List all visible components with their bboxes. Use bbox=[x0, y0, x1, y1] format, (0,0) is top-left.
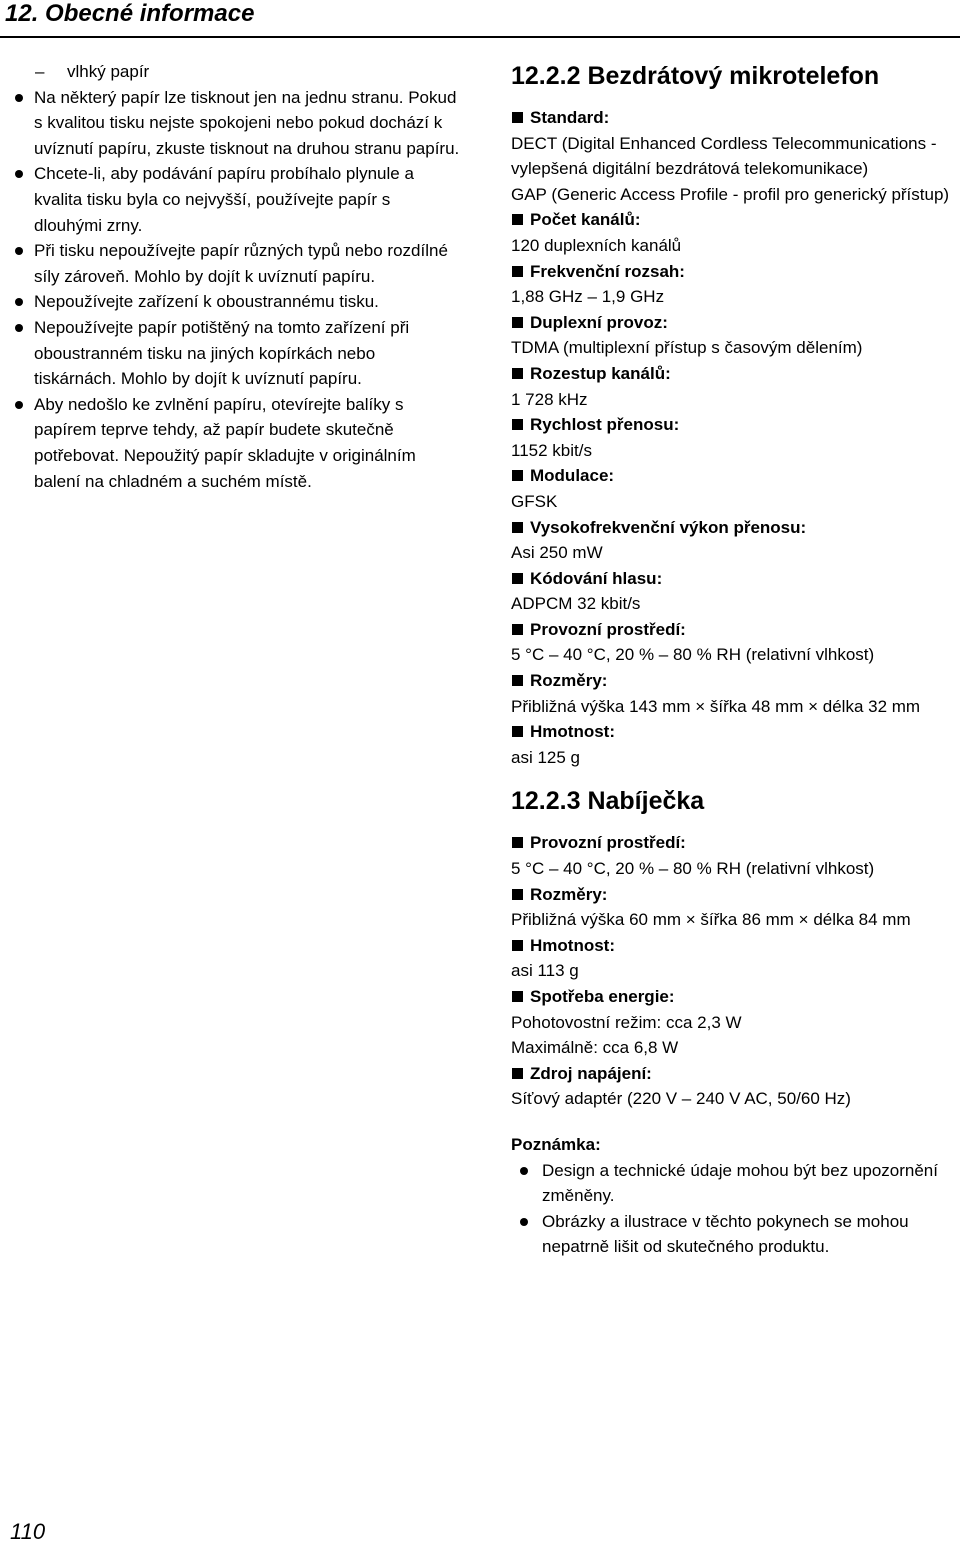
spec-label-text: Vysokofrekvenční výkon přenosu: bbox=[530, 517, 807, 537]
chapter-title: 12. Obecné informace bbox=[5, 0, 255, 27]
spec-label-text: Kódování hlasu: bbox=[530, 568, 663, 588]
square-bullet-icon bbox=[512, 675, 523, 686]
bullet-icon bbox=[520, 1218, 528, 1226]
spec-value: Maximálně: cca 6,8 W bbox=[511, 1038, 679, 1058]
bullet-list-item bbox=[14, 392, 462, 494]
note-list-item bbox=[511, 1209, 960, 1260]
spec-value: Přibližná výška 60 mm × šířka 86 mm × délka 84 mm bbox=[511, 910, 911, 930]
handset-section-title: 12.2.2 Bezdrátový mikrotelefon bbox=[511, 62, 880, 90]
bullet-icon bbox=[15, 94, 23, 102]
spec-label bbox=[511, 933, 960, 959]
dash-item-text: vlhký papír bbox=[67, 62, 150, 81]
square-bullet-icon bbox=[512, 112, 523, 123]
spec-value: 1 728 kHz bbox=[511, 389, 588, 409]
spec-value: ADPCM 32 kbit/s bbox=[511, 594, 641, 614]
spec-value: Síťový adaptér (220 V – 240 V AC, 50/60 Hz) bbox=[511, 1089, 851, 1109]
bullet-list-item bbox=[14, 85, 462, 162]
square-bullet-icon bbox=[512, 419, 523, 430]
bullet-icon bbox=[15, 401, 23, 409]
spec-label bbox=[511, 361, 960, 387]
bullet-list-item bbox=[14, 238, 462, 289]
spec-label-text: Rychlost přenosu: bbox=[530, 415, 680, 435]
spec-label bbox=[511, 617, 960, 643]
page-header bbox=[0, 0, 960, 38]
square-bullet-icon bbox=[512, 214, 523, 225]
spec-value: asi 113 g bbox=[511, 961, 579, 981]
spec-label-text: Duplexní provoz: bbox=[530, 312, 668, 332]
right-column bbox=[511, 59, 960, 1260]
spec-value: Přibližná výška 143 mm × šířka 48 mm × délka 32 mm bbox=[511, 696, 921, 716]
bullet-text: Nepoužívejte papír potištěný na tomto zařízení při oboustranném tisku na jiných kopírkách nebo tiskárnách. Mohlo by dojít k uvíznutí papíru. bbox=[34, 317, 410, 389]
spec-label bbox=[511, 412, 960, 438]
spec-label-text: Spotřeba energie: bbox=[530, 987, 675, 1006]
spec-label bbox=[511, 1061, 960, 1087]
spec-label-text: Počet kanálů: bbox=[530, 210, 641, 230]
spec-label bbox=[511, 310, 960, 336]
spec-label-text: Rozměry: bbox=[530, 884, 608, 904]
square-bullet-icon bbox=[512, 368, 523, 379]
bullet-text: Chcete-li, aby podávání papíru probíhalo plynule a kvalita tisku byla co nejvyšší, používejte papír s dlouhými zrny. bbox=[34, 164, 414, 235]
spec-value: TDMA (multiplexní přístup s časovým dělením) bbox=[511, 338, 863, 358]
spec-value: GFSK bbox=[511, 491, 558, 511]
page-number: 110 bbox=[10, 1519, 46, 1544]
dash-icon: – bbox=[35, 62, 45, 81]
spec-label-text: Modulace: bbox=[530, 466, 615, 486]
square-bullet-icon bbox=[512, 889, 523, 900]
spec-label bbox=[511, 515, 960, 541]
spec-label-text: Rozměry: bbox=[530, 671, 608, 691]
spec-value: 1152 kbit/s bbox=[511, 440, 592, 460]
charger-section-title: 12.2.3 Nabíječka bbox=[511, 787, 705, 816]
bullet-text: Na některý papír lze tisknout jen na jednu stranu. Pokud s kvalitou tisku nejste spokojeni nebo pokud dochází k uvíznutí papíru, zkuste tisknout na druhou stranu papíru. bbox=[34, 87, 460, 158]
spec-value: asi 125 g bbox=[511, 747, 580, 767]
spec-label-text: Provozní prostředí: bbox=[530, 833, 686, 853]
spec-value: DECT (Digital Enhanced Cordless Telecommunications - vylepšená digitální bezdrátová telekomunikace) bbox=[511, 133, 937, 179]
spec-label bbox=[511, 830, 960, 856]
spec-label bbox=[511, 719, 960, 745]
square-bullet-icon bbox=[512, 991, 523, 1002]
square-bullet-icon bbox=[512, 837, 523, 848]
spec-label bbox=[511, 463, 960, 489]
spec-label bbox=[511, 207, 960, 233]
spec-label bbox=[511, 259, 960, 285]
square-bullet-icon bbox=[512, 266, 523, 277]
square-bullet-icon bbox=[512, 726, 523, 737]
spec-label bbox=[511, 984, 960, 1010]
spec-label-text: Provozní prostředí: bbox=[530, 619, 686, 639]
spec-value: Asi 250 mW bbox=[511, 543, 603, 563]
spec-label bbox=[511, 105, 960, 131]
bullet-list-item bbox=[14, 315, 462, 392]
spec-value: 5 °C – 40 °C, 20 % – 80 % RH (relativní vlhkost) bbox=[511, 859, 875, 879]
square-bullet-icon bbox=[512, 470, 523, 481]
note-text: Design a technické údaje mohou být bez upozornění změněny. bbox=[542, 1160, 938, 1206]
spec-label-text: Zdroj napájení: bbox=[530, 1063, 652, 1083]
square-bullet-icon bbox=[512, 624, 523, 635]
bullet-text: Aby nedošlo ke zvlnění papíru, otevírejte balíky s papírem teprve tehdy, až papír budete skutečně potřebovat. Nepoužitý papír skladujte v originálním balení na chladném a suchém místě. bbox=[34, 394, 416, 491]
bullet-list-item bbox=[14, 161, 462, 238]
left-column bbox=[14, 59, 462, 494]
spec-label-text: Hmotnost: bbox=[530, 722, 615, 742]
square-bullet-icon bbox=[512, 317, 523, 328]
square-bullet-icon bbox=[512, 1068, 523, 1079]
spec-label-text: Frekvenční rozsah: bbox=[530, 261, 685, 281]
spec-label bbox=[511, 566, 960, 592]
spec-label-text: Hmotnost: bbox=[530, 935, 615, 955]
square-bullet-icon bbox=[512, 573, 523, 584]
spec-value: Pohotovostní režim: cca 2,3 W bbox=[511, 1012, 742, 1032]
bullet-text: Nepoužívejte zařízení k oboustrannému tisku. bbox=[34, 292, 379, 312]
bullet-icon bbox=[15, 324, 23, 332]
spec-value: 1,88 GHz – 1,9 GHz bbox=[511, 287, 665, 307]
spec-label-text: Rozestup kanálů: bbox=[530, 363, 671, 383]
note-title: Poznámka: bbox=[511, 1134, 601, 1154]
spec-value: GAP (Generic Access Profile - profil pro generický přístup) bbox=[511, 184, 950, 204]
dash-list-item bbox=[14, 59, 462, 85]
square-bullet-icon bbox=[512, 522, 523, 533]
spec-value: 5 °C – 40 °C, 20 % – 80 % RH (relativní vlhkost) bbox=[511, 645, 875, 665]
bullet-text: Při tisku nepoužívejte papír různých typů nebo rozdílné síly zároveň. Mohlo by dojít k uvíznutí papíru. bbox=[34, 241, 448, 286]
bullet-icon bbox=[15, 298, 23, 306]
spec-label bbox=[511, 668, 960, 694]
spec-value: 120 duplexních kanálů bbox=[511, 235, 682, 255]
square-bullet-icon bbox=[512, 940, 523, 951]
bullet-icon bbox=[15, 170, 23, 178]
bullet-list-item bbox=[14, 289, 462, 315]
spec-label-text: Standard: bbox=[530, 108, 610, 127]
note-list-item bbox=[511, 1158, 960, 1209]
note-list bbox=[511, 1158, 960, 1260]
note-text: Obrázky a ilustrace v těchto pokynech se mohou nepatrně lišit od skutečného produktu. bbox=[542, 1211, 909, 1257]
spec-label bbox=[511, 882, 960, 908]
bullet-icon bbox=[520, 1167, 528, 1175]
bullet-icon bbox=[15, 247, 23, 255]
